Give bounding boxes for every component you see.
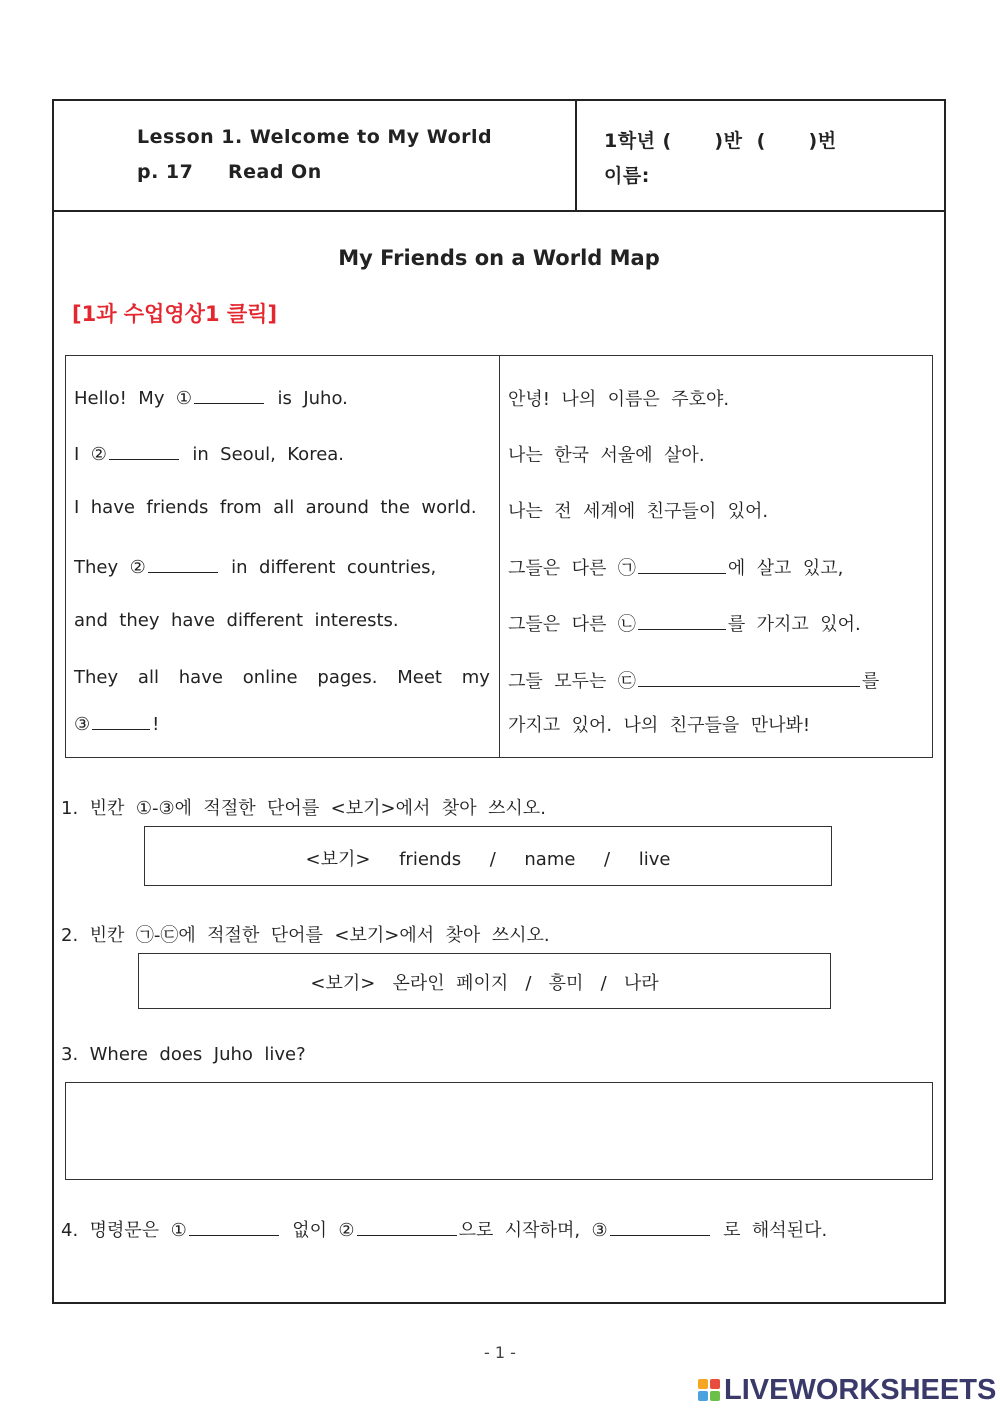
en-word: my xyxy=(461,667,490,688)
video-link[interactable]: [1과 수업영상1 클릭] xyxy=(72,302,278,326)
en-word: all xyxy=(137,667,159,688)
word-bank-1-text: <보기> friends / name / live xyxy=(305,849,671,870)
en-line-3: I have friends from all around the world. xyxy=(74,497,477,518)
blank-b[interactable] xyxy=(638,611,726,630)
blank-2[interactable] xyxy=(109,441,179,460)
lesson-title: Lesson 1. Welcome to My World xyxy=(137,126,493,148)
en-word: have xyxy=(178,667,223,688)
en-line-5: and they have different interests. xyxy=(74,610,399,631)
en-line-2: I ② in Seoul, Korea. xyxy=(74,441,344,465)
ko-line-3: 나는 전 세계에 친구들이 있어. xyxy=(508,501,769,522)
page-ref: p. 17 xyxy=(137,161,194,183)
en-word: online xyxy=(242,667,298,688)
en-word: They xyxy=(74,667,119,688)
blank-1[interactable] xyxy=(194,385,264,404)
blank-q4-1[interactable] xyxy=(189,1217,279,1236)
header-divider xyxy=(52,210,946,212)
question-2: 2. 빈칸 ㉠-㉢에 적절한 단어를 <보기>에서 찾아 쓰시오. xyxy=(61,925,550,946)
logo-tile xyxy=(710,1391,720,1401)
en-line-1: Hello! My ① is Juho. xyxy=(74,385,348,409)
blank-q4-2[interactable] xyxy=(357,1217,457,1236)
ko-line-6: 그들 모두는 ㉢ 를 xyxy=(508,667,879,693)
name-label: 이름: xyxy=(604,165,650,187)
ko-line-4: 그들은 다른 ㉠ 에 살고 있고, xyxy=(508,554,843,580)
word-bank-2-text: <보기> 온라인 페이지 / 흥미 / 나라 xyxy=(310,973,659,994)
en-word: Meet xyxy=(397,667,442,688)
blank-2b[interactable] xyxy=(148,554,218,573)
reading-table-divider xyxy=(499,355,500,758)
liveworksheets-logo[interactable] xyxy=(698,1373,996,1407)
logo-tile xyxy=(698,1391,708,1401)
ko-line-5: 그들은 다른 ㉡ 를 가지고 있어. xyxy=(508,610,861,636)
logo-tile xyxy=(698,1379,708,1389)
worksheet-title: My Friends on a World Map xyxy=(338,246,660,270)
header-vertical-divider xyxy=(575,99,577,211)
word-bank-2 xyxy=(138,953,831,1009)
blank-a[interactable] xyxy=(638,555,726,574)
en-line-4: They ② in different countries, xyxy=(74,554,436,578)
word-bank-1 xyxy=(144,826,832,886)
section-name: Read On xyxy=(228,161,322,183)
en-line-6 xyxy=(74,667,490,688)
ko-line-2: 나는 한국 서울에 살아. xyxy=(508,445,705,466)
question-3: 3. Where does Juho live? xyxy=(61,1044,306,1065)
ko-line-7: 가지고 있어. 나의 친구들을 만나봐! xyxy=(508,715,811,736)
blank-3[interactable] xyxy=(92,711,150,730)
question-1: 1. 빈칸 ①-③에 적절한 단어를 <보기>에서 찾아 쓰시오. xyxy=(61,798,546,819)
en-word: pages. xyxy=(317,667,378,688)
question-4: 4. 명령문은 ① 없이 ② 으로 시작하며, ③ 로 해석된다. xyxy=(61,1216,827,1242)
ko-line-1: 안녕! 나의 이름은 주호야. xyxy=(508,389,730,410)
brand-name: LIVEWORKSHEETS xyxy=(724,1373,997,1406)
blank-c[interactable] xyxy=(638,668,860,687)
en-line-7: ③ ! xyxy=(74,711,159,735)
logo-tiles-icon xyxy=(698,1379,720,1401)
answer-box-3[interactable] xyxy=(65,1082,933,1180)
logo-tile xyxy=(710,1379,720,1389)
page-number: - 1 - xyxy=(484,1343,516,1362)
blank-q4-3[interactable] xyxy=(610,1217,710,1236)
grade-class-number: 1학년 ( )반 ( )번 xyxy=(604,130,837,152)
